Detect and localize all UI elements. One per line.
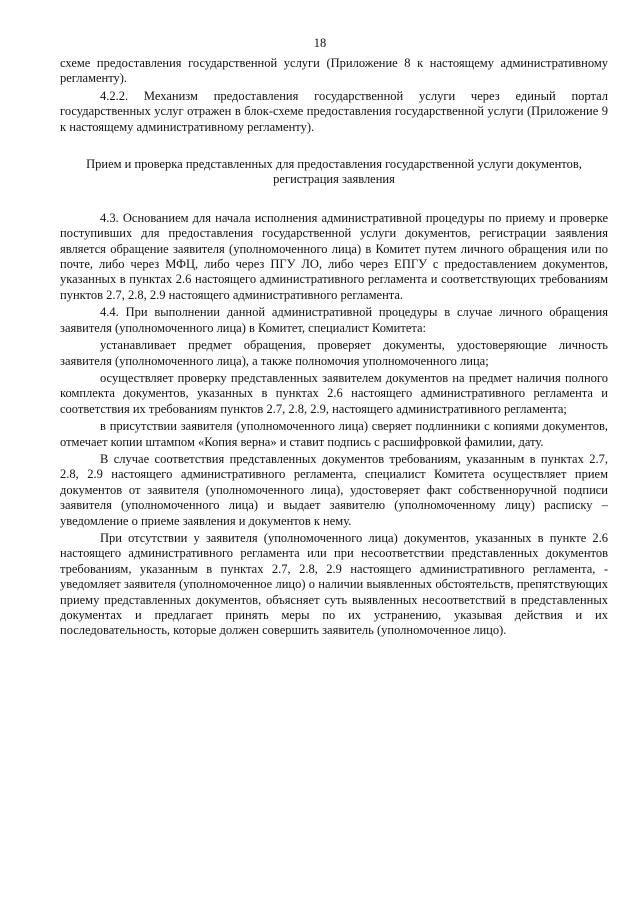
paragraph-4-4: 4.4. При выполнении данной административной процедуры в случае личного обращения заявителя (уполномоченного лица) в Комитет, специалист Комитета: — [60, 305, 608, 335]
paragraph-4-2-2: 4.2.2. Механизм предоставления государственной услуги через единый портал государственных услуг отражен в блок-схеме предоставления государственной услуги (Приложение 9 к настоящему административному регламенту). — [60, 88, 608, 134]
paragraph-refusal: При отсутствии у заявителя (уполномоченного лица) документов, указанных в пункте 2.6 настоящего административного регламента или при несоответствии представленных документов требованиям, указанным в пунктах 2.7, 2.8, 2.9 настоящего административного регламента, - уведомляет заявителя (уполномоченное лицо) о наличии выявленных обстоятельств, препятствующих приему представленных документов, объясняет суть выявленных несоответствий в представленных документах и предлагает принять меры по их устранению, указывая действия и их последовательность, которые должен совершить заявитель (уполномоченное лицо). — [60, 530, 608, 638]
paragraph-acceptance: В случае соответствия представленных документов требованиям, указанным в пунктах 2.7, 2.8, 2.9 настоящего административного регламента, специалист Комитета осуществляет прием документов от заявителя (уполномоченного лица), удостоверяет факт собственноручной подписи заявителя (уполномоченного лица) и выдает заявителю (уполномоченному лицу) расписку – уведомление о приеме заявления и документов к нему. — [60, 451, 608, 528]
paragraph-verify-copies: в присутствии заявителя (уполномоченного лица) сверяет подлинники с копиями документов, отмечает копии штампом «Копия верна» и ставит подпись с расшифровкой фамилии, дату. — [60, 419, 608, 449]
paragraph-4-3: 4.3. Основанием для начала исполнения административной процедуры по приему и проверке поступивших для предоставления государственной услуги документов, регистрации заявления является обращение заявителя (уполномоченного лица) в Комитет путем личного обращения или по почте, либо через МФЦ, либо через ПГУ ЛО, либо через ЕПГУ с предоставлением документов, указанных в пунктах 2.6 настоящего административного регламента и соответствующих требованиям пунктов 2.7, 2.8, 2.9 настоящего административного регламента. — [60, 210, 608, 302]
paragraph-check-documents: осуществляет проверку представленных заявителем документов на предмет наличия полного комплекта документов, указанных в пунктах 2.6 настоящего административного регламента и соответствия их требованиям пунктов 2.7, 2.8, 2.9, настоящего административного регламента; — [60, 370, 608, 416]
paragraph-identify-subject: устанавливает предмет обращения, проверяет документы, удостоверяющие личность заявителя (уполномоченного лица), а также полномочия уполномоченного лица; — [60, 338, 608, 368]
page-number: 18 — [313, 36, 327, 50]
section-heading: Прием и проверка представленных для предоставления государственной услуги документов, регистрация заявления — [86, 157, 582, 187]
document-body — [60, 56, 608, 639]
paragraph-continuation: схеме предоставления государственной услуги (Приложение 8 к настоящему административному регламенту). — [60, 56, 608, 86]
